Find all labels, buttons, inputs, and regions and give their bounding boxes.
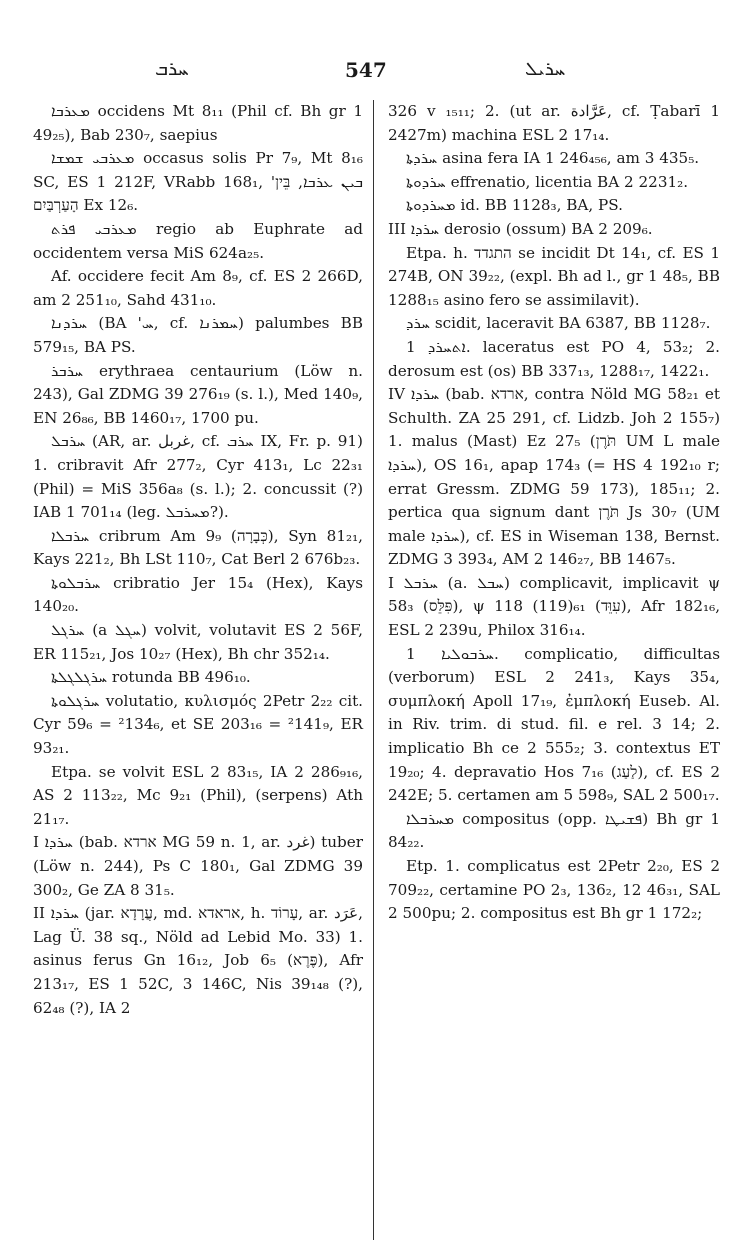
dictionary-entry: 326 v ₁₅₁₁; 2. (ut ar. عَرَّادة, cf. Ṭabarī 1 2427m) machina ESL 2 17₁₄. [388, 102, 720, 144]
dictionary-entry: IV ܚܪܕܐ (bab. ארדא, contra Nöld MG 58₂₁ et Schulth. ZA 25 291, cf. Lidzb. Joh 2 155₇) 1. malus (Mast) Ez 27₅ (תֹּרֶן UM L male ܚܪܕܐ), OS 16₁, apap 174₃ (= HS 4 192₁₀ r; errat Gressm. ZDMG 59 173), 185₁₁; 2. pertica qua signum dant תֹּרֶן Js 30₇ (UM male ܚܪܕܐ), cf. ES in Wiseman 138, Bernst. ZDMG 3 393₄, AM 2 146₂₇, BB 1467₅. [388, 385, 720, 569]
dictionary-entry: I ܚܪܕܐ (bab. ארדא MG 59 n. 1, ar. غرد) tuber (Löw n. 244), Ps C 180₁, Gal ZDMG 39 300₂, Ge ZA 8 31₅. [33, 833, 364, 899]
dictionary-entry: Etpa. h. התגדד se incidit Dt 14₁, cf. ES 1 274B, ON 39₂₂, (expl. Bh ad l., gr 1 48₅, BB 1288₁₅ asino fero se assimilavit). [388, 243, 720, 309]
dictionary-entry: ܚܪܕܘܬܐ effrenatio, licentia BA 2 2231₂. [406, 172, 689, 191]
right-column [388, 100, 720, 926]
dictionary-entry: ܡܚܪܒܠܐ compositus (opp. ܦܫܝܛܐ) Bh gr 1 84₂₂. [388, 809, 720, 852]
dictionary-entry: ܚܪܒܪ erythraea centaurium (Löw n. 243), Gal ZDMG 39 276₁₉ (s. l.), Med 140₉, EN 26₈₆, BB 1460₁₇, 1700 pu. [33, 361, 363, 427]
dictionary-entry: III ܚܪܕܐ derosio (ossum) BA 2 209₆. [388, 219, 653, 238]
dictionary-entry: Etp. 1. complicatus est 2Petr 2₂₀, ES 2 709₂₂, certamine PO 2₃, 136₂, 12 46₃₁, SAL 2 500pu; 2. compositus est Bh gr 1 172₂; [388, 857, 720, 923]
dictionary-entry: II ܚܪܕܐ (jar. עֲרָדָא, md. אראדא, h. עָרוֹד, ar. عَرَد, Lag Ü. 38 sq., Nöld ad Lebid Mo. 33) 1. asinus ferus Gn 16₁₂, Job 6₅ (פֶּרֶא), Afr 213₁₇, ES 1 52C, 3 146C, Nis 39₁₄₈ (?), 62₄₈ (?), IA 2 [33, 904, 363, 1017]
dictionary-entry: ܚܪܕ scidit, laceravit BA 6387, BB 1128₇. [406, 314, 711, 333]
page-header [0, 58, 750, 88]
dictionary-entry: Af. occidere fecit Am 8₉, cf. ES 2 266D, am 2 251₁₀, Sahd 431₁₀. [33, 267, 363, 309]
dictionary-entry: ܚܪܒܠ (AR, ar. غربل, cf. ܚܪܒ IX, Fr. p. 91) 1. cribravit Afr 277₂, Cyr 413₁, Lc 22₃₁ (Phil) = MiS 356a₈ (s. l.); 2. concussit (?) IAB 1 701₁₄ (leg. ܡܚܪܒܠ?). [33, 432, 363, 522]
dictionary-entry: Etpa. se volvit ESL 2 83₁₅, IA 2 286₉₁₆, AS 2 113₂₂, Mc 9₂₁ (Phil), (serpens) Ath 21₁₇. [33, 762, 363, 828]
dictionary-entry: ܚܪܓܠܘܬܐ volutatio, κυλισμός 2Petr 2₂₂ cit. Cyr 59₆ = ²134₆, et SE 203₁₆ = ²141₉, ER 93₂₁. [33, 691, 363, 758]
dictionary-entry: ܡܥܪܒܝ ܫܡܫܐ occasus solis Pr 7₉, Mt 8₁₆ SC, ES 1 212F, VRabb 168₁, 'ܒܝܢ ܥܪܒܐ, בֵּין הָעַרְבַּיִם Ex 12₆. [33, 149, 364, 215]
dictionary-entry: I ܚܪܒܠ (a. ܚܒܠ) complicavit, implicavit ψ 58₃ (פִּלֵּס), ψ 118 (119)₆₁ (עִוֵּד), Afr 182₁₆, ESL 2 239u, Philox 316₁₄. [388, 573, 721, 640]
dictionary-entry: ܚܪܒܘܠܝܐ 1. complicatio, difficultas (verborum) ESL 2 241₃, Kays 35₄, συμπλοκή Apoll 17₁₉, ἐμπλοκή Euseb. Al. in Riv. trim. di stud. fil. e rel. 3 14; 2. implicatio Bh ce 2 555₂; 3. contextus ET 19₂₀; 4. depravatio Hos 7₁₆ (לַעַג), cf. ES 2 242E; 5. certamen am 5 598₉, SAL 2 500₁₇. [388, 644, 720, 805]
dictionary-entry: ܚܪܓܠ (a ܚܓܠ) volvit, volutavit ES 2 56F, ER 115₂₁, Jos 10₂₇ (Hex), Bh chr 352₁₄. [33, 621, 363, 663]
dictionary-entry: ܚܪܓܠܓܠܬܐ rotunda BB 496₁₀. [51, 668, 251, 687]
dictionary-entry: ܚܪܕܢܐ (BA 'ܚ, cf. ܚܡܪܢܐ) palumbes BB 579₁₅, BA PS. [33, 314, 363, 356]
dictionary-entry: ܚܪܕܬܐ asina fera IA 1 246₄₅₆, am 3 435₅. [406, 149, 700, 168]
dictionary-entry: ܡܚܪܕܘܬܐ id. BB 1128₃, BA, PS. [406, 196, 623, 215]
dictionary-entry: ܡܥܪܒܝ ܦܪܬ regio ab Euphrate ad occidentem versa MiS 624a₂₅. [33, 219, 363, 262]
page-number: 547 [345, 58, 387, 82]
dictionary-entry: ܚܪܒܠܘܬܐ cribratio Jer 15₄ (Hex), Kays 140₂₀. [33, 573, 363, 616]
left-column [33, 100, 363, 1020]
running-head-right: ܚܪܝܠ [525, 58, 566, 80]
dictionary-entry: ܐܬܚܪܕ 1. laceratus est PO 4, 53₂; 2. derosum est (os) BB 337₁₃, 1288₁₇, 1422₁. [388, 337, 721, 380]
dictionary-entry: ܚܪܒܠܐ cribrum Am 9₉ (כְּבָרָה), Syn 81₂₁, Kays 221₂, Bh LSt 110₇, Cat Berl 2 676b₂₃. [33, 526, 363, 569]
running-head-left: ܚܪܒ [155, 58, 189, 80]
column-divider [373, 100, 374, 1240]
dictionary-entry: ܡܥܪܒܐ occidens Mt 8₁₁ (Phil cf. Bh gr 1 49₂₅), Bab 230₇, saepius [33, 102, 363, 144]
